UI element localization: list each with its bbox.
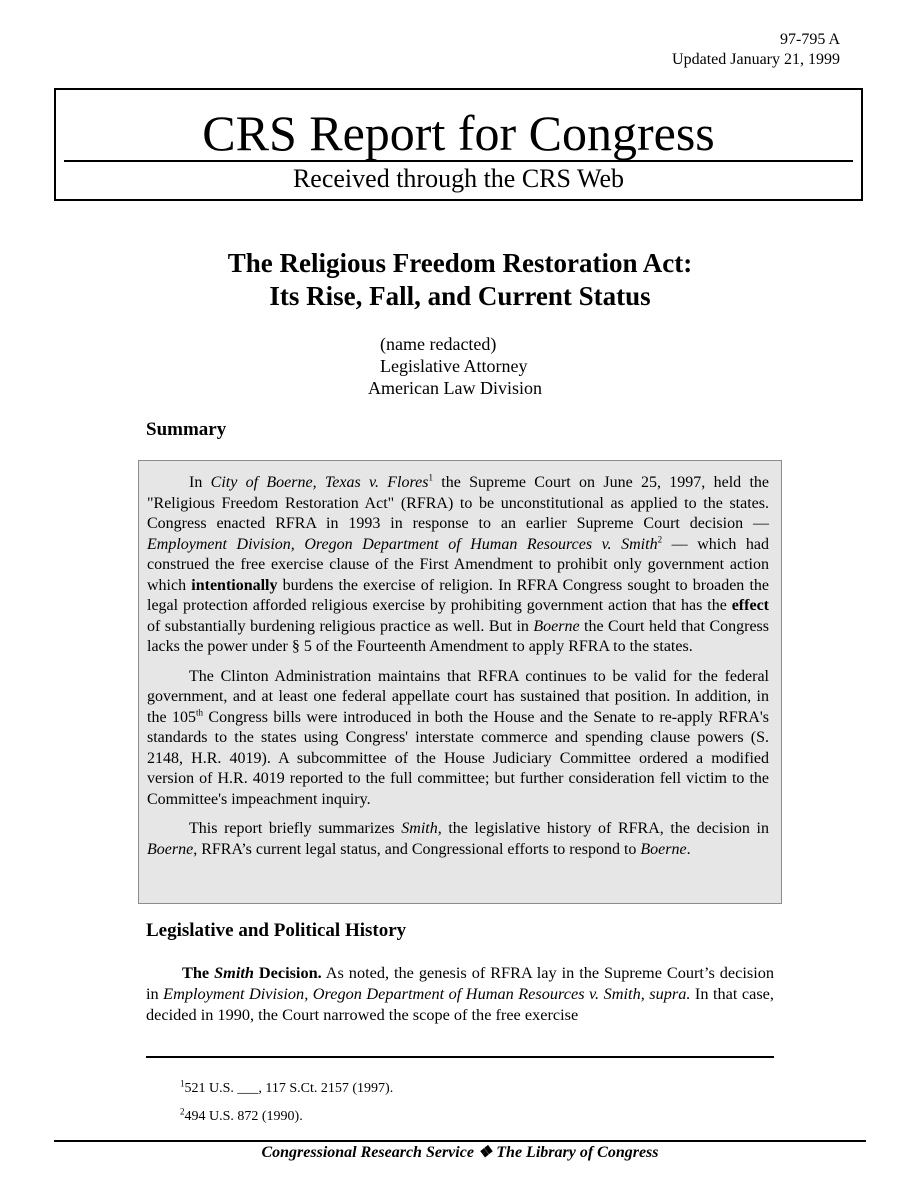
doc-number: 97-795 A xyxy=(780,31,840,48)
summary-paragraph-3 xyxy=(147,819,769,860)
case-name: Boerne xyxy=(147,840,194,858)
author-name: (name redacted) xyxy=(380,334,497,354)
footnote xyxy=(180,1075,393,1103)
summary-text: , the legislative history of RFRA, the decision in xyxy=(437,820,769,837)
case-name: Employment Division, Oregon Department of Human Resources v. Smith xyxy=(147,535,658,553)
summary-text: In xyxy=(189,474,211,491)
footnote-number: 2 xyxy=(180,1106,185,1117)
author-block xyxy=(368,333,542,399)
report-banner xyxy=(54,88,863,201)
page-footer: Congressional Research Service ❖ The Library of Congress xyxy=(261,1144,659,1161)
summary-text: This report briefly summarizes xyxy=(189,820,402,837)
summary-text: burdens the exercise of religion. In RFRA Congress sought to broaden the legal protection afforded religious exercise by prohibiting government action that has the xyxy=(147,576,769,614)
summary-paragraph-1 xyxy=(147,473,769,658)
banner-title: CRS Report for Congress xyxy=(202,105,715,161)
run-in-case: Smith xyxy=(214,963,254,982)
body-paragraph xyxy=(146,962,774,1025)
author-division: American Law Division xyxy=(368,378,542,398)
title-line-1: The Religious Freedom Restoration Act: xyxy=(227,248,693,278)
footnote-number: 1 xyxy=(180,1078,185,1089)
footnote-text: 521 U.S. ___, 117 S.Ct. 2157 (1997). xyxy=(184,1081,394,1096)
case-name: Boerne xyxy=(640,840,687,858)
footnote-ref: 1 xyxy=(428,472,433,483)
ordinal-suffix: th xyxy=(195,707,203,718)
run-in-text: Decision. xyxy=(253,963,322,982)
author-position: Legislative Attorney xyxy=(380,356,528,376)
summary-text: the Court held that Congress lacks the power under § 5 of the Fourteenth Amendment to apply RFRA to the states. xyxy=(147,617,769,655)
run-in-text: The xyxy=(182,963,215,982)
case-name: City of Boerne, Texas v. Flores xyxy=(210,474,429,491)
case-name: Employment Division, Oregon Department of Human Resources v. Smith, supra. xyxy=(163,984,691,1003)
case-name: Smith xyxy=(401,820,438,837)
summary-text: the Supreme Court on June 25, 1997, held the "Religious Freedom Restoration Act" (RFRA) to be unconstitutional as applied to the states. Congress enacted RFRA in 1993 in response to an earlier Supreme Court decision — xyxy=(147,474,770,532)
summary-text: — which had construed the free exercise clause of the First Amendment to prohibit only government action which xyxy=(147,535,769,594)
run-in-heading xyxy=(182,963,322,982)
emphasis: effect xyxy=(731,597,769,614)
summary-text: The Clinton Administration maintains that RFRA continues to be valid for the federal government, and at least one federal appellate court has sustained that position. In addition, in the 105 xyxy=(147,667,769,726)
emphasis: intentionally xyxy=(191,576,278,594)
footnote-ref: 2 xyxy=(657,534,663,545)
banner-subtitle: Received through the CRS Web xyxy=(292,164,625,193)
footnote xyxy=(180,1103,393,1131)
summary-text: Congress bills were introduced in both the House and the Senate to re-apply RFRA's standards to the states using Congress' interstate commerce and spending clause powers (S. 2148, H.R. 4019). A subcommittee of the House Judiciary Committee ordered a modified version of H.R. 4019 reported to the full committee; but further consideration fell victim to the Committee's impeachment inquiry. xyxy=(147,708,769,808)
body-text: As noted, the genesis of RFRA lay in the Supreme Court’s decision in xyxy=(146,963,774,1003)
footnotes xyxy=(180,1075,393,1131)
footnote-text: 494 U.S. 872 (1990). xyxy=(184,1109,303,1124)
section-heading: Legislative and Political History xyxy=(146,920,407,941)
summary-heading: Summary xyxy=(146,419,227,440)
summary-text: . xyxy=(686,840,691,858)
summary-text: , RFRA’s current legal status, and Congressional efforts to respond to xyxy=(193,840,641,858)
summary-paragraph-2 xyxy=(147,667,769,811)
banner-rule xyxy=(64,160,853,162)
title-line-2: Its Rise, Fall, and Current Status xyxy=(269,281,651,311)
summary-text: of substantially burdening religious practice as well. But in xyxy=(147,617,534,635)
updated-date: Updated January 21, 1999 xyxy=(672,51,840,68)
summary-box xyxy=(138,460,782,904)
body-text: In that case, decided in 1990, the Court narrowed the scope of the free exercise xyxy=(146,984,774,1024)
footer-rule xyxy=(54,1140,866,1142)
document-number-block xyxy=(672,30,840,70)
footnote-rule xyxy=(146,1056,774,1058)
case-name: Boerne xyxy=(533,617,580,635)
report-title xyxy=(0,247,920,313)
